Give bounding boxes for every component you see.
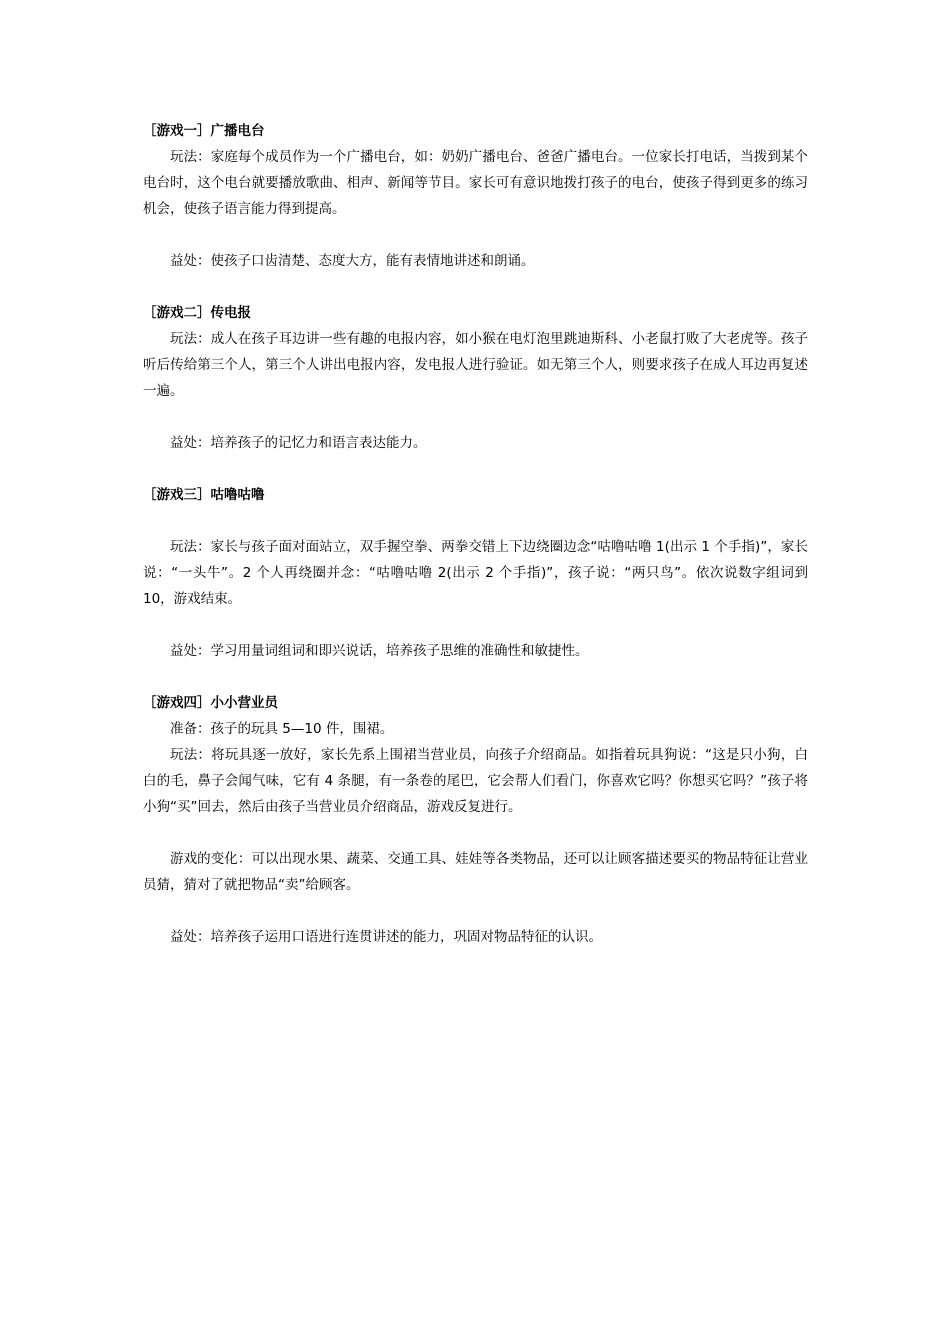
spacer bbox=[143, 820, 808, 846]
spacer bbox=[143, 612, 808, 638]
document-body bbox=[143, 118, 808, 950]
game-prep-text: 准备：孩子的玩具 5—10 件，围裙。 bbox=[170, 721, 394, 737]
game-benefit-text: 益处：使孩子口齿清楚、态度大方，能有表情地讲述和朗诵。 bbox=[170, 253, 535, 269]
game-play-text: 玩法：成人在孩子耳边讲一些有趣的电报内容，如小猴在电灯泡里跳迪斯科、小老鼠打败了大老虎等。孩子听后传给第三个人，第三个人讲出电报内容，发电报人进行验证。如无第三个人，则要求孩子在成人耳边再复述一遍。 bbox=[143, 331, 808, 399]
spacer bbox=[143, 456, 808, 482]
spacer bbox=[143, 664, 808, 690]
game-section-4 bbox=[143, 690, 808, 950]
game-play-text: 玩法：将玩具逐一放好，家长先系上围裙当营业员，向孩子介绍商品。如指着玩具狗说：“这是只小狗，白白的毛，鼻子会闻气味，它有 4 条腿，有一条卷的尾巴，它会帮人们看门，你喜欢它吗？你想买它吗？”孩子将小狗“买”回去，然后由孩子当营业员介绍商品，游戏反复进行。 bbox=[143, 747, 808, 815]
game-section-2 bbox=[143, 300, 808, 482]
game-benefit-text: 益处：培养孩子运用口语进行连贯讲述的能力，巩固对物品特征的认识。 bbox=[170, 929, 602, 945]
spacer bbox=[143, 222, 808, 248]
spacer bbox=[143, 404, 808, 430]
game-section-1 bbox=[143, 118, 808, 300]
game-title: ［游戏三］咕噜咕噜 bbox=[143, 487, 265, 503]
game-title: ［游戏一］广播电台 bbox=[143, 123, 265, 139]
game-benefit-text: 益处：学习用量词组词和即兴说话，培养孩子思维的准确性和敏捷性。 bbox=[170, 643, 589, 659]
game-benefit-text: 益处：培养孩子的记忆力和语言表达能力。 bbox=[170, 435, 427, 451]
game-variation-text: 游戏的变化：可以出现水果、蔬菜、交通工具、娃娃等各类物品，还可以让顾客描述要买的物品特征让营业员猜，猜对了就把物品“卖”给顾客。 bbox=[143, 851, 808, 893]
game-title: ［游戏四］小小营业员 bbox=[143, 695, 278, 711]
game-section-3 bbox=[143, 482, 808, 690]
game-title: ［游戏二］传电报 bbox=[143, 305, 251, 321]
game-play-text: 玩法：家长与孩子面对面站立，双手握空拳、两拳交错上下边绕圈边念“咕噜咕噜 1(出示 1 个手指)”，家长说：“一头牛”。2 个人再绕圈并念：“咕噜咕噜 2(出示 2 个手指)”，孩子说：“两只鸟”。依次说数字组词到 10，游戏结束。 bbox=[143, 539, 808, 607]
game-play-text: 玩法：家庭每个成员作为一个广播电台，如：奶奶广播电台、爸爸广播电台。一位家长打电话，当拨到某个电台时，这个电台就要播放歌曲、相声、新闻等节目。家长可有意识地拨打孩子的电台，使孩子得到更多的练习机会，使孩子语言能力得到提高。 bbox=[143, 149, 808, 217]
spacer bbox=[143, 508, 808, 534]
spacer bbox=[143, 898, 808, 924]
spacer bbox=[143, 274, 808, 300]
